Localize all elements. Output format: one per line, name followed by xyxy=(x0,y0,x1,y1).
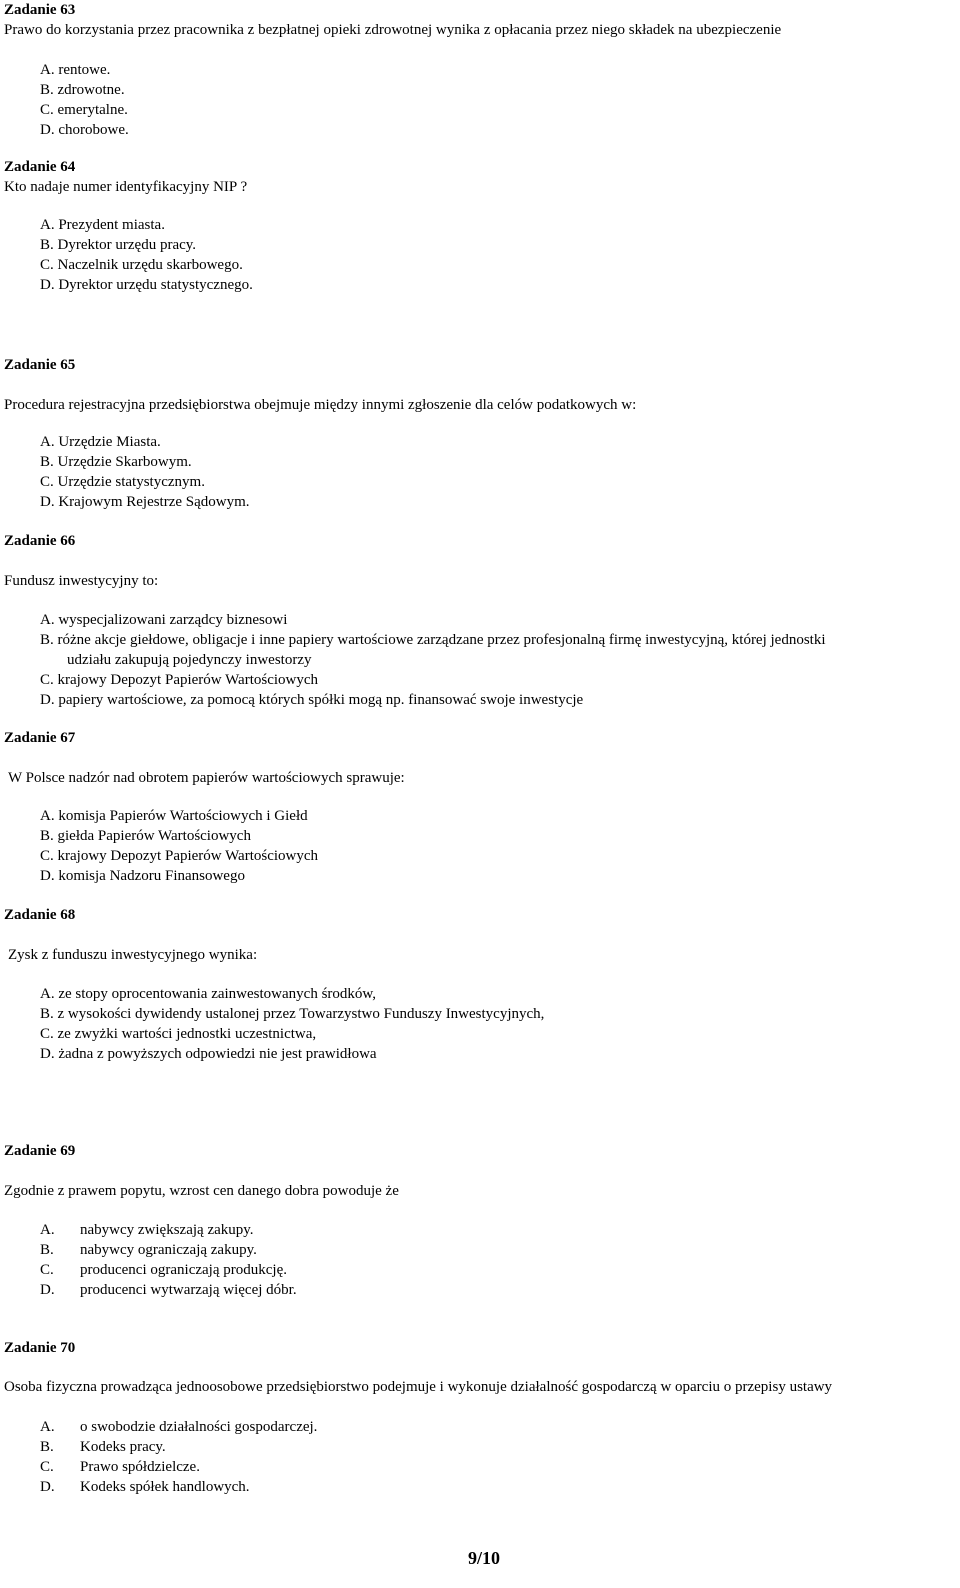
q67-title: Zadanie 67 xyxy=(4,730,76,746)
q63-option-c: C. emerytalne. xyxy=(40,102,128,118)
q70-option-b xyxy=(40,1437,166,1457)
q70-option-c-text: Prawo spółdzielcze. xyxy=(80,1459,200,1475)
q69-option-c xyxy=(40,1260,287,1280)
q70-question: Osoba fizyczna prowadząca jednoosobowe przedsiębiorstwo podejmuje i wykonuje działalność gospodarczą w oparciu o przepisy ustawy xyxy=(4,1379,833,1395)
q65-option-b: B. Urzędzie Skarbowym. xyxy=(40,454,192,470)
q70-option-c-label: C. xyxy=(40,1459,54,1475)
q66-option-d: D. papiery wartościowe, za pomocą których spółki mogą np. finansować swoje inwestycje xyxy=(40,692,584,708)
q70-option-d-label: D. xyxy=(40,1479,55,1495)
q70-option-a-label: A. xyxy=(40,1419,55,1435)
q70-option-c xyxy=(40,1457,200,1477)
q66-option-a: A. wyspecjalizowani zarządcy biznesowi xyxy=(40,612,288,628)
q63-question: Prawo do korzystania przez pracownika z bezpłatnej opieki zdrowotnej wynika z opłacania przez niego składek na ubezpieczenie xyxy=(4,22,782,38)
q67-option-b: B. giełda Papierów Wartościowych xyxy=(40,828,251,844)
q68-question: Zysk z funduszu inwestycyjnego wynika: xyxy=(8,947,258,963)
q63-option-a: A. rentowe. xyxy=(40,62,111,78)
q70-option-a xyxy=(40,1417,317,1437)
q69-option-b-text: nabywcy ograniczają zakupy. xyxy=(80,1242,257,1258)
q69-question: Zgodnie z prawem popytu, wzrost cen danego dobra powoduje że xyxy=(4,1183,399,1199)
q66-option-b: B. różne akcje giełdowe, obligacje i inne papiery wartościowe zarządzane przez profesjonalną firmę inwestycyjną, której jednostki xyxy=(40,632,826,648)
q63-option-d: D. chorobowe. xyxy=(40,122,129,138)
q66-question: Fundusz inwestycyjny to: xyxy=(4,573,159,589)
q67-option-d: D. komisja Nadzoru Finansowego xyxy=(40,868,245,884)
q65-option-a: A. Urzędzie Miasta. xyxy=(40,434,161,450)
q64-option-d: D. Dyrektor urzędu statystycznego. xyxy=(40,277,253,293)
q70-option-d-text: Kodeks spółek handlowych. xyxy=(80,1479,250,1495)
q65-question: Procedura rejestracyjna przedsiębiorstwa obejmuje między innymi zgłoszenie dla celów podatkowych w: xyxy=(4,397,637,413)
q63-title: Zadanie 63 xyxy=(4,2,76,18)
q69-option-a xyxy=(40,1220,254,1240)
q69-option-d xyxy=(40,1280,297,1300)
q64-option-a: A. Prezydent miasta. xyxy=(40,217,165,233)
q69-option-b-label: B. xyxy=(40,1242,54,1258)
q69-option-b xyxy=(40,1240,257,1260)
q69-option-a-label: A. xyxy=(40,1222,55,1238)
q66-title: Zadanie 66 xyxy=(4,533,76,549)
q69-option-c-text: producenci ograniczają produkcję. xyxy=(80,1262,287,1278)
q65-title: Zadanie 65 xyxy=(4,357,76,373)
q68-option-a: A. ze stopy oprocentowania zainwestowanych środków, xyxy=(40,986,377,1002)
q68-title: Zadanie 68 xyxy=(4,907,76,923)
q67-option-a: A. komisja Papierów Wartościowych i Giełd xyxy=(40,808,308,824)
q64-title: Zadanie 64 xyxy=(4,159,76,175)
q64-question: Kto nadaje numer identyfikacyjny NIP ? xyxy=(4,179,248,195)
q70-option-b-text: Kodeks pracy. xyxy=(80,1439,166,1455)
q69-title: Zadanie 69 xyxy=(4,1143,76,1159)
q65-option-c: C. Urzędzie statystycznym. xyxy=(40,474,205,490)
q69-option-d-label: D. xyxy=(40,1282,55,1298)
q66-option-b-continued: udziału zakupują pojedynczy inwestorzy xyxy=(67,652,312,668)
q64-option-b: B. Dyrektor urzędu pracy. xyxy=(40,237,197,253)
q68-option-b: B. z wysokości dywidendy ustalonej przez Towarzystwo Funduszy Inwestycyjnych, xyxy=(40,1006,545,1022)
q65-option-d: D. Krajowym Rejestrze Sądowym. xyxy=(40,494,250,510)
q67-question: W Polsce nadzór nad obrotem papierów wartościowych sprawuje: xyxy=(8,770,405,786)
q66-option-c: C. krajowy Depozyt Papierów Wartościowych xyxy=(40,672,319,688)
q69-option-d-text: producenci wytwarzają więcej dóbr. xyxy=(80,1282,297,1298)
q63-option-b: B. zdrowotne. xyxy=(40,82,125,98)
q70-title: Zadanie 70 xyxy=(4,1340,76,1356)
q69-option-c-label: C. xyxy=(40,1262,54,1278)
q68-option-c: C. ze zwyżki wartości jednostki uczestnictwa, xyxy=(40,1026,317,1042)
q70-option-b-label: B. xyxy=(40,1439,54,1455)
page-number: 9/10 xyxy=(468,1548,501,1568)
q67-option-c: C. krajowy Depozyt Papierów Wartościowych xyxy=(40,848,319,864)
q70-option-d xyxy=(40,1477,250,1497)
q64-option-c: C. Naczelnik urzędu skarbowego. xyxy=(40,257,243,273)
q69-option-a-text: nabywcy zwiększają zakupy. xyxy=(80,1222,254,1238)
q68-option-d: D. żadna z powyższych odpowiedzi nie jest prawidłowa xyxy=(40,1046,377,1062)
q70-option-a-text: o swobodzie działalności gospodarczej. xyxy=(80,1419,318,1435)
